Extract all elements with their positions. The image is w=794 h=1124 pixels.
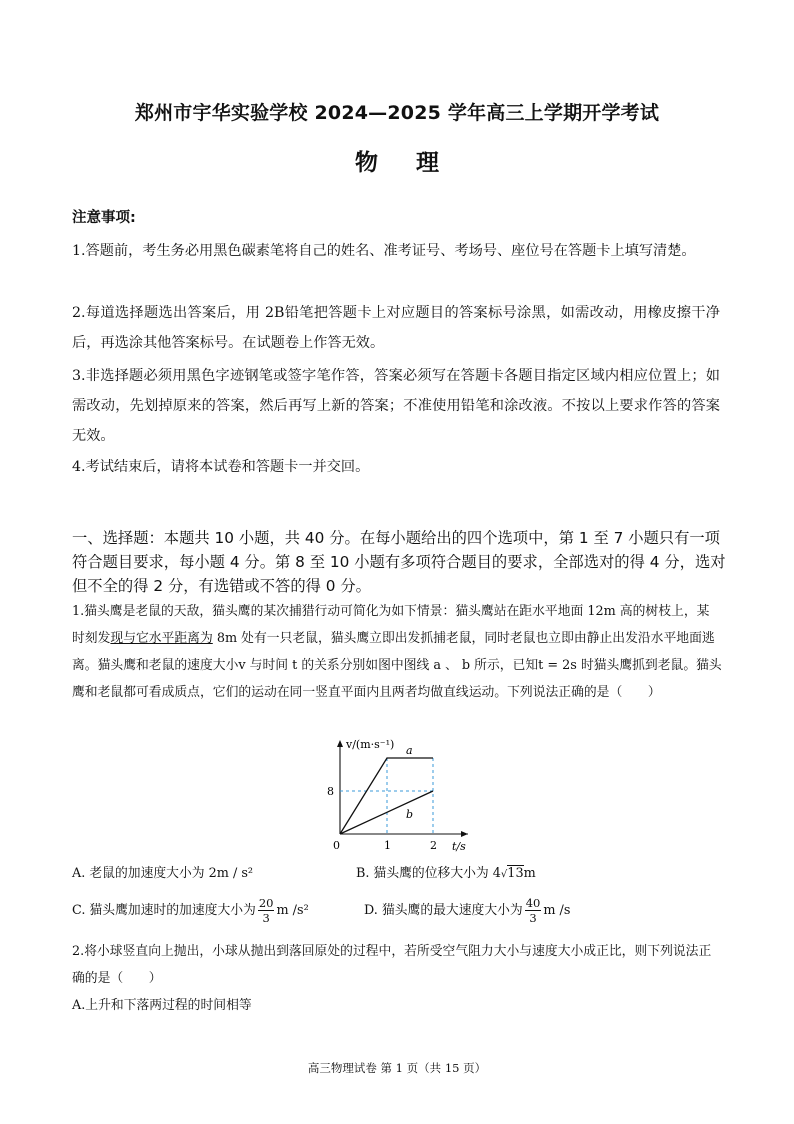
subject-char-2: 理 bbox=[416, 150, 439, 176]
x-axis-label: t/s bbox=[452, 840, 466, 853]
subject-heading bbox=[0, 144, 794, 177]
question-2-stem: 2.将小球竖直向上抛出，小球从抛出到落回原处的过程中，若所受空气阻力大小与速度大小成正比，则下列说法正确的是（ ） bbox=[72, 944, 712, 986]
y-axis-label: v/(m·s⁻¹) bbox=[346, 738, 395, 751]
line-a-label: a bbox=[406, 744, 413, 757]
q1-option-b-unit: m bbox=[523, 866, 536, 881]
notice-item-3: 3.非选择题必须用黑色字迹钢笔或签字笔作答，答案必须写在答题卡各题目指定区域内相应位置上；如需改动，先划掉原来的答案，然后再写上新的答案；不准使用铅笔和涂改液。不按以上要求作答的答案无效。 bbox=[72, 368, 720, 444]
page-footer: 高三物理试卷 第 1 页（共 15 页） bbox=[307, 1061, 487, 1075]
x-axis-arrow bbox=[461, 831, 468, 837]
q1-text-underlined: 现与它水平距离为 bbox=[110, 631, 213, 646]
q1-option-d-fraction bbox=[525, 896, 542, 925]
tick-1: 1 bbox=[384, 839, 391, 852]
q1-option-c-text: C. 猫头鹰加速时的加速度大小为 bbox=[72, 903, 256, 918]
q2-option-a: A.上升和下落两过程的时间相等 bbox=[72, 998, 252, 1013]
q1-option-b-text: B. 猫头鹰的位移大小为 4 bbox=[356, 866, 501, 881]
q1-text-b: 8m 处有一只老鼠，猫头鹰立即出发抓捕老鼠，同时老鼠也立即由静止出发沿水平地面逃离。猫头鹰和老鼠的速度大小v 与时间 t 的关系分别如图中图线 a 、 b 所示，已知t = 2s 时猫头鹰抓到老鼠。猫头鹰和老鼠都可看成质点，它们的运动在同一竖直平面内且两者均做直线运动。下列说法正确的是（ ） bbox=[72, 631, 722, 700]
velocity-time-graph bbox=[318, 736, 478, 854]
y-axis-arrow bbox=[337, 740, 343, 747]
q1-text-a: 1.猫头鹰是老鼠的天敌，猫头鹰的某次捕猎行动可简化为如下情景：猫头鹰站在距水平地面 12m 高的树枝上，某时刻发 bbox=[72, 604, 710, 646]
q1-option-c-den: 3 bbox=[262, 911, 270, 925]
section-1-heading: 一、选择题：本题共 10 小题，共 40 分。在每小题给出的四个选项中，第 1 至 7 小题只有一项符合题目要求，每小题 4 分。第 8 至 10 小题有多项符合题目的要求，全部选对的得 4 分，选对但不全的得 2 分，有选错或不答的得 0 分。 bbox=[72, 529, 726, 595]
notice-item-4: 4.考试结束后，请将本试卷和答题卡一并交回。 bbox=[72, 459, 370, 475]
q1-option-d-text: D. 猫头鹰的最大速度大小为 bbox=[364, 903, 523, 918]
line-b-label: b bbox=[406, 808, 414, 821]
q1-option-c-unit: m /s² bbox=[276, 903, 309, 918]
q1-option-c-fraction bbox=[258, 896, 275, 925]
q1-option-b: B. 猫头鹰的位移大小为 4√13m bbox=[356, 866, 536, 881]
exam-title: 郑州市宇华实验学校 2024—2025 学年高三上学期开学考试 bbox=[134, 102, 660, 124]
notice-item-2: 2.每道选择题选出答案后，用 2B铅笔把答题卡上对应题目的答案标号涂黑，如需改动，用橡皮擦干净后，再选涂其他答案标号。在试题卷上作答无效。 bbox=[72, 305, 720, 351]
q1-option-d-den: 3 bbox=[529, 911, 537, 925]
origin-label: 0 bbox=[333, 839, 340, 852]
q1-option-d bbox=[364, 896, 570, 925]
tick-2: 2 bbox=[430, 839, 437, 852]
q1-option-b-root: 13 bbox=[507, 866, 524, 881]
subject-char-1: 物 bbox=[355, 150, 378, 176]
notice-item-1: 1.答题前，考生务必用黑色碳素笔将自己的姓名、准考证号、考场号、座位号在答题卡上填写清楚。 bbox=[72, 243, 696, 259]
q1-option-d-unit: m /s bbox=[543, 903, 571, 918]
q1-option-c bbox=[72, 896, 309, 925]
q1-option-d-num: 40 bbox=[525, 896, 541, 910]
tick-8: 8 bbox=[327, 785, 334, 798]
question-1-stem bbox=[72, 598, 722, 706]
q1-option-a: A. 老鼠的加速度大小为 2m / s² bbox=[72, 866, 254, 881]
notice-heading: 注意事项: bbox=[72, 210, 136, 226]
q1-option-c-num: 20 bbox=[258, 896, 274, 910]
